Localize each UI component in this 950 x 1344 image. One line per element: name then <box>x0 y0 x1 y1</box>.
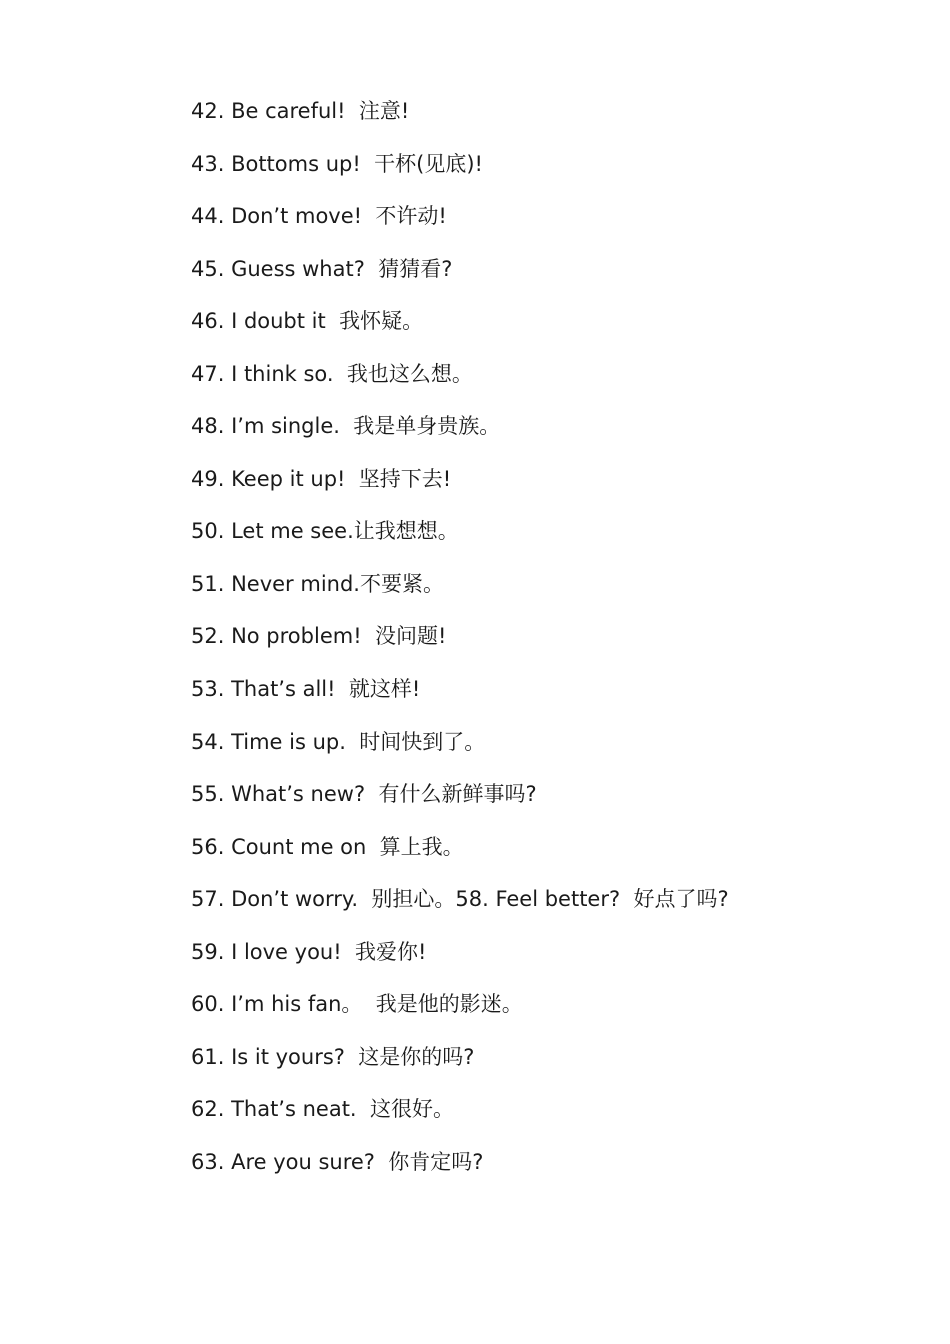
phrase-line: 42. Be careful! 注意! <box>191 99 410 123</box>
phrase-line: 62. That’s neat. 这很好。 <box>191 1097 454 1122</box>
phrase-line: 43. Bottoms up! 干杯(见底)! <box>191 151 483 176</box>
phrase-line: 61. Is it yours? 这是你的吗? <box>191 1044 475 1069</box>
phrase-line: 48. I’m single. 我是单身贵族。 <box>191 414 501 439</box>
phrase-line: 50. Let me see.让我想想。 <box>191 519 459 544</box>
phrase-line: 46. I doubt it 我怀疑。 <box>191 309 424 334</box>
phrase-line: 56. Count me on 算上我。 <box>191 834 464 859</box>
phrase-line: 45. Guess what? 猜猜看? <box>191 256 453 281</box>
phrase-line: 47. I think so. 我也这么想。 <box>191 361 473 386</box>
phrase-line: 51. Never mind.不要紧。 <box>191 571 444 596</box>
phrase-line: 44. Don’t move! 不许动! <box>191 204 447 229</box>
phrase-list <box>191 92 931 1195</box>
phrase-line: 57. Don’t worry. 别担心。58. Feel better? 好点了吗? <box>191 887 729 912</box>
phrase-line: 55. What’s new? 有什么新鲜事吗? <box>191 782 537 807</box>
phrase-line: 54. Time is up. 时间快到了。 <box>191 729 486 754</box>
phrase-line: 63. Are you sure? 你肯定吗? <box>191 1149 484 1174</box>
phrase-line: 60. I’m his fan。 我是他的影迷。 <box>191 992 523 1017</box>
phrase-line: 53. That’s all! 就这样! <box>191 677 421 702</box>
phrase-line: 49. Keep it up! 坚持下去! <box>191 466 452 491</box>
phrase-line: 59. I love you! 我爱你! <box>191 939 427 964</box>
phrase-line: 52. No problem! 没问题! <box>191 624 447 649</box>
